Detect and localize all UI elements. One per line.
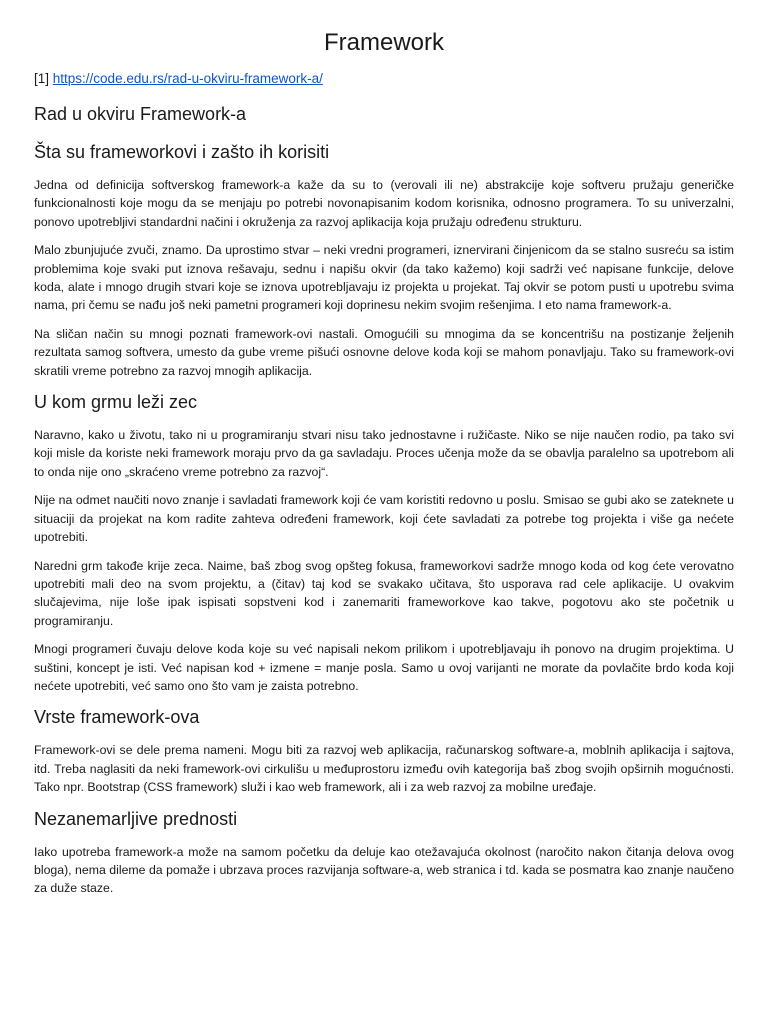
- paragraph: Iako upotreba framework-a može na samom početku da deluje kao otežavajuća okolnost (naročito nakon čitanja delova ovog bloga), nema dileme da pomaže i ubrzava proces razvijanja software-a, web stranica i td. kada se posmatra kao znanje naučeno za duže staze.: [34, 844, 734, 896]
- paragraph: Malo zbunjujuće zvuči, znamo. Da uprostimo stvar – neki vredni programeri, iznervirani činjenicom da se stalno susreću sa istim problemima koje svaki put iznova rešavaju, sednu i napišu okvir (da tako kažemo) koji sadrži već napisane funkcije, delove koda, alate i mnogo drugih stvari koje se iznova upotrebljavaju iz projekta u projekat. Taj okvir se potom pusti u upotrebu svima nama, pri čemu se nađu još neki pametni programeri koji doprinesu nekim svojim rešenjima. I eto nama framework-a.: [34, 243, 734, 313]
- section-heading: Nezanemarljive prednosti: [34, 808, 238, 829]
- source-reference: [34, 70, 734, 88]
- paragraph: Naredni grm takođe krije zeca. Naime, baš zbog svog opšteg fokusa, frameworkovi sadrže mnogo koda od kog ćete verovatno upotrebiti mali deo na svom projektu, a (čitav) taj kod se svakako učitava, što usporava rad cele aplikacije. U ovakvim slučajevima, nije loše ipak ispisati sopstveni kod i zanemariti frameworkove kao takve, pogotovu ako ste početnik u programiranju.: [34, 558, 734, 628]
- paragraph: Mnogi programeri čuvaju delove koda koje su već napisali nekom prilikom i upotrebljavaju ih ponovo na drugim projektima. U suštini, koncept je isti. Već napisan kod + izmene = manje posla. Samo u ovoj varijanti ne morate da povlačite brdo koda koji nećete upotrebiti, već samo ono što vam je zaista potrebno.: [34, 642, 734, 693]
- paragraph: Framework-ovi se dele prema nameni. Mogu biti za razvoj web aplikacija, računarskog software-a, moblnih aplikacija i sajtova, itd. Treba naglasiti da neki framework-ovi cirkulišu u međuprostoru između ovih kategorija baš zbog svojih opširnih mogućnosti. Tako npr. Bootstrap (CSS framework) služi i kao web framework, ali i za web razvoj za mobilne uređaje.: [34, 743, 734, 795]
- source-ref-number: [1]: [34, 71, 50, 86]
- paragraph: Na sličan način su mnogi poznati framework-ovi nastali. Omogućili su mnogima da se koncentrišu na postizanje željenih rezultata samog softvera, umesto da gube vreme pišući osnovne delove koda koji se mahom ponavljaju. Tako su framework-ovi skratili vreme potrebno za razvoj mnogih aplikacija.: [34, 326, 734, 378]
- section-heading: U kom grmu leži zec: [34, 392, 198, 413]
- source-link[interactable]: https://code.edu.rs/rad-u-okviru-framework-a/: [52, 71, 323, 86]
- document-title: Framework: [323, 29, 444, 56]
- paragraph: Naravno, kako u životu, tako ni u programiranju stvari nisu tako jednostavne i ružičaste. Niko se nije naučen rodio, pa tako svi koji misle da koriste neki framework moraju prvo da ga savladaju. Proces učenja može da se obavlja paralelno sa upotrebom ali to onda nije ono „skraćeno vreme potrebno za razvoj“.: [34, 428, 734, 479]
- main-heading: Rad u okviru Framework-a: [34, 104, 247, 124]
- paragraph: Jedna od definicija softverskog framework-a kaže da su to (verovali ili ne) abstrakcije koje softveru pružaju generičke funkcionalnosti koje mogu da se menjaju po potrebi novonapisanim kodom korisnika, odnosno programera. To su univerzalni, ponovo upotrebljivi standardni načini i okruženja za razvoj aplikacija koja pružaju određenu strukturu.: [34, 178, 734, 229]
- paragraph: Nije na odmet naučiti novo znanje i savladati framework koji će vam koristiti redovno u poslu. Smisao se gubi ako se zateknete u situaciji da projekat na kom radite zahteva određeni framework, koji ćete savladati za potrebe tog projekta i više ga nećete upotrebiti.: [34, 493, 734, 545]
- section-heading: Vrste framework-ova: [34, 707, 200, 728]
- section-heading: Šta su frameworkovi i zašto ih korisiti: [34, 142, 330, 162]
